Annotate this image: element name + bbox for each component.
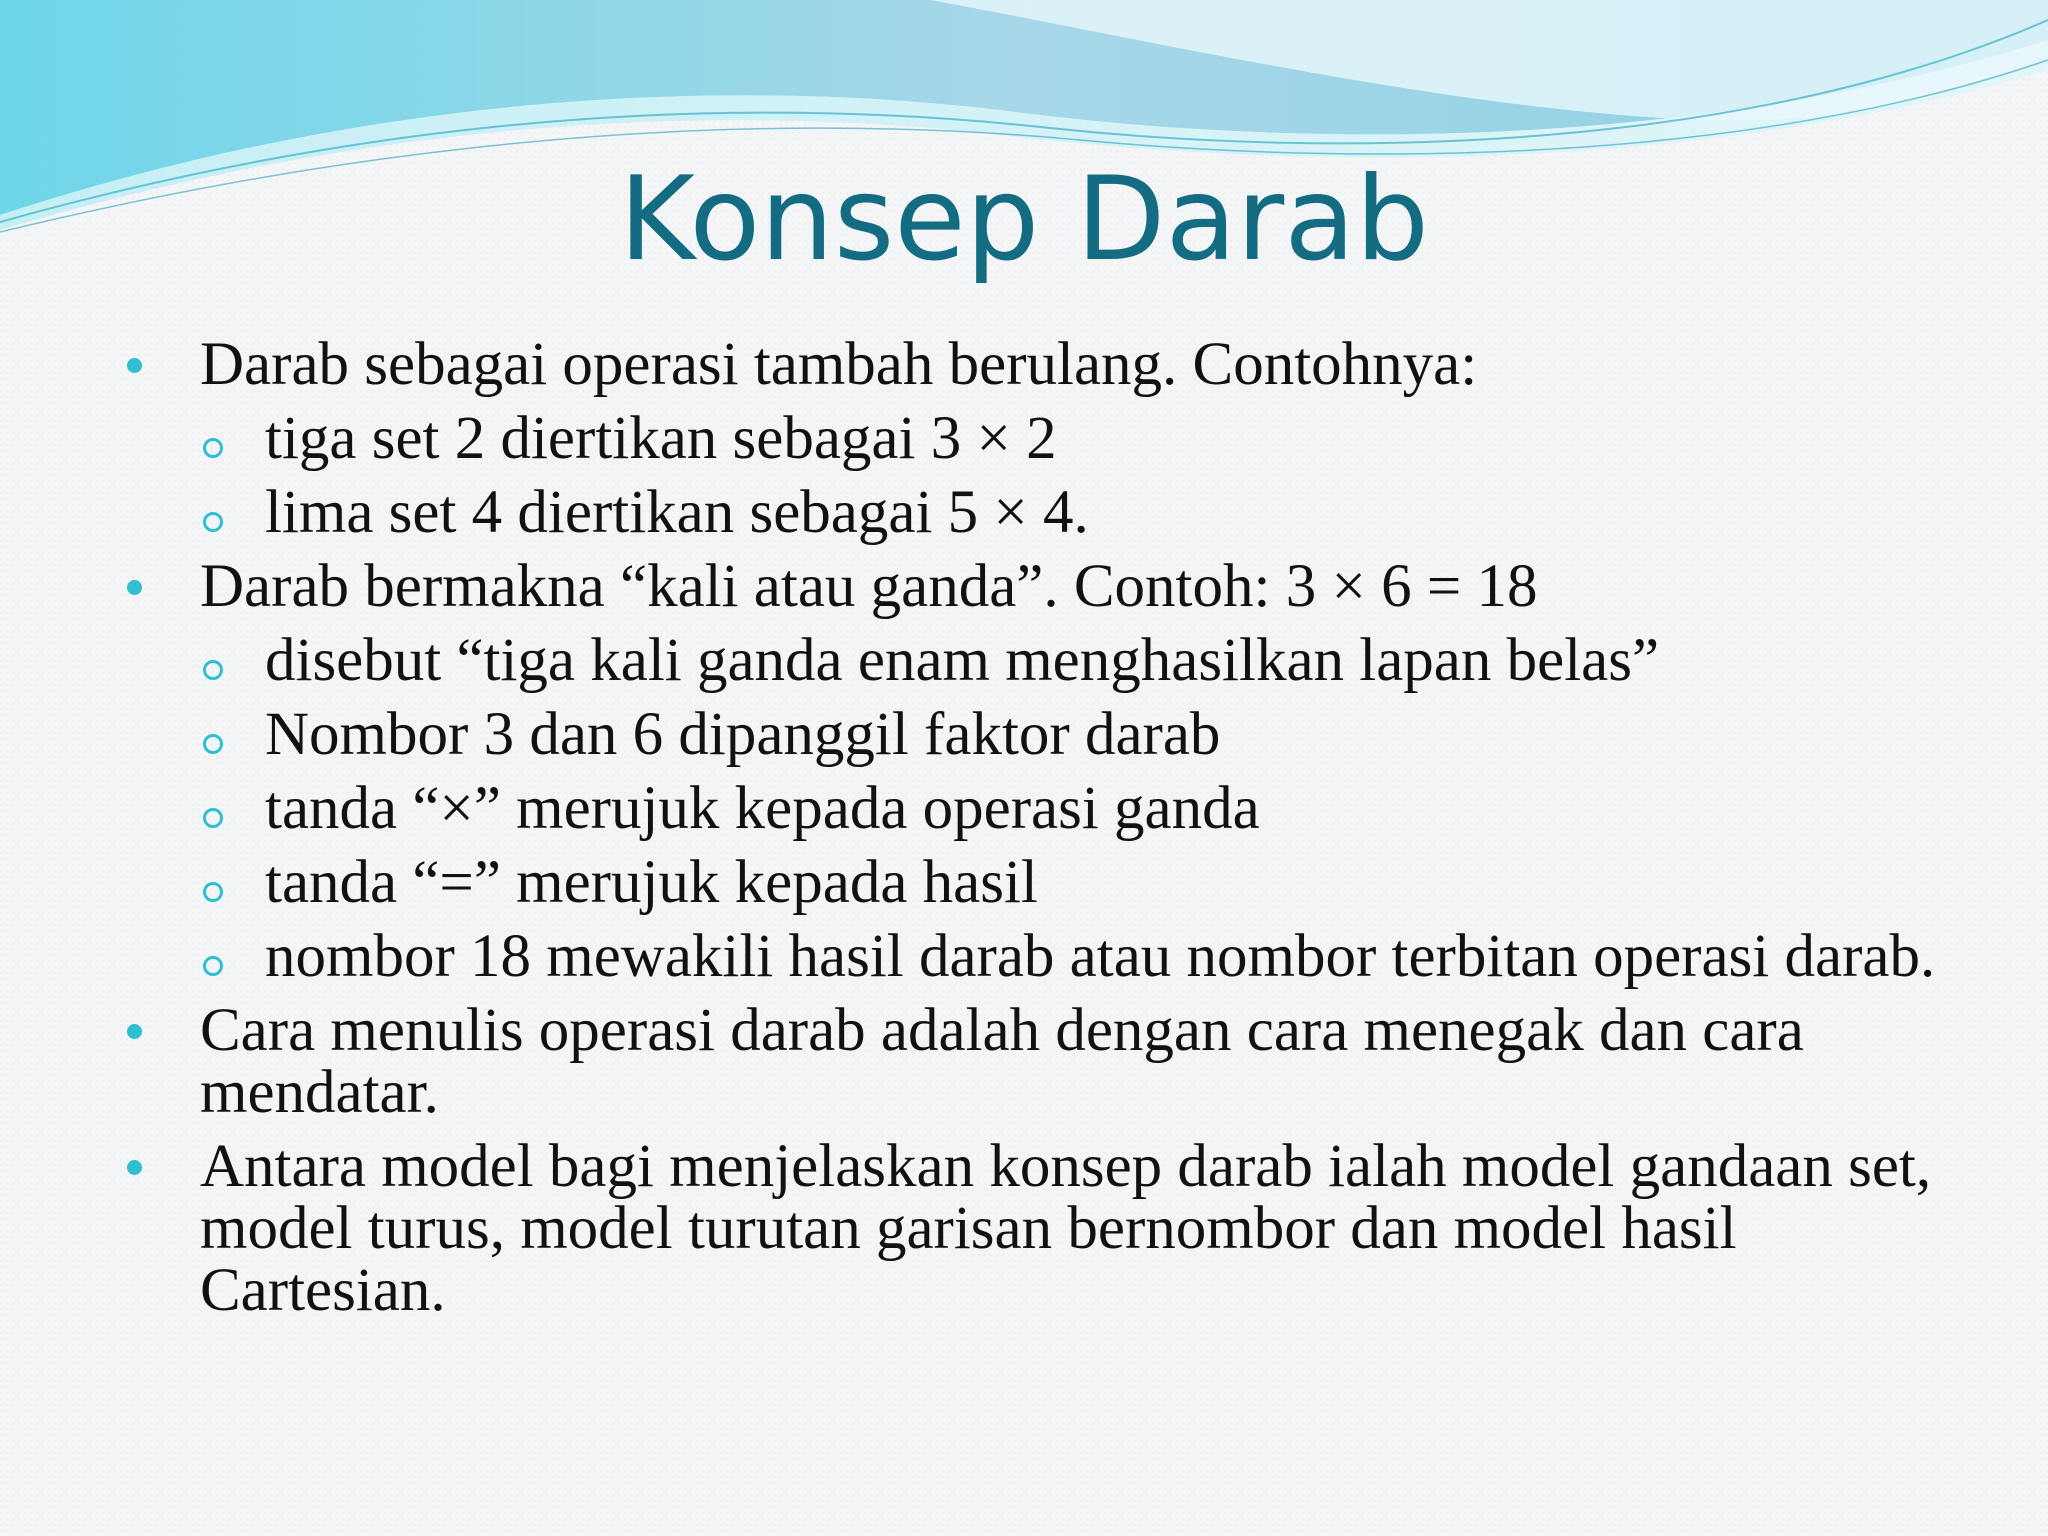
bullet-text: Darab bermakna “kali atau ganda”. Contoh: 3 × 6 = 18: [200, 553, 1538, 620]
bullet-ring-icon: [203, 882, 223, 902]
bullet-item: [120, 1133, 1940, 1324]
sub-bullet-text: Nombor 3 dan 6 dipanggil faktor darab: [265, 701, 1221, 768]
bullet-ring-icon: [203, 660, 223, 680]
sub-bullet-item: [120, 923, 1940, 990]
bullet-item: [120, 331, 1940, 398]
bullet-ring-icon: [203, 512, 223, 532]
bullet-list: [120, 322, 1940, 1322]
sub-bullet-item: [120, 405, 1940, 472]
bullet-dot-icon: [127, 358, 142, 373]
bullet-dot-icon: [127, 1024, 142, 1039]
bullet-item: [120, 553, 1940, 620]
sub-bullet-text: lima set 4 diertikan sebagai 5 × 4.: [265, 479, 1089, 546]
bullet-text: Antara model bagi menjelaskan konsep darab ialah model gandaan set, model turus, model turutan garisan bernombor dan model hasil Cartesian.: [200, 1133, 1932, 1324]
bullet-item: [120, 997, 1940, 1126]
sub-bullet-item: [120, 479, 1940, 546]
bullet-dot-icon: [127, 1160, 142, 1175]
sub-bullet-item: [120, 627, 1940, 694]
bullet-dot-icon: [127, 580, 142, 595]
bullet-ring-icon: [203, 734, 223, 754]
bullet-ring-icon: [203, 956, 223, 976]
sub-bullet-item: [120, 701, 1940, 768]
sub-bullet-text: tiga set 2 diertikan sebagai 3 × 2: [265, 405, 1057, 472]
sub-bullet-text: disebut “tiga kali ganda enam menghasilkan lapan belas”: [265, 627, 1660, 694]
sub-bullet-text: tanda “=” merujuk kepada hasil: [265, 849, 1038, 916]
bullet-text: Cara menulis operasi darab adalah dengan cara menegak dan cara mendatar.: [200, 997, 1804, 1126]
sub-bullet-item: [120, 849, 1940, 916]
slide-title: Konsep Darab: [619, 152, 1429, 287]
bullet-ring-icon: [203, 808, 223, 828]
sub-bullet-text: nombor 18 mewakili hasil darab atau nombor terbitan operasi darab.: [265, 923, 1936, 990]
sub-bullet-text: tanda “×” merujuk kepada operasi ganda: [265, 775, 1260, 842]
bullet-ring-icon: [203, 438, 223, 458]
bullet-text: Darab sebagai operasi tambah berulang. Contohnya:: [200, 331, 1478, 398]
sub-bullet-item: [120, 775, 1940, 842]
